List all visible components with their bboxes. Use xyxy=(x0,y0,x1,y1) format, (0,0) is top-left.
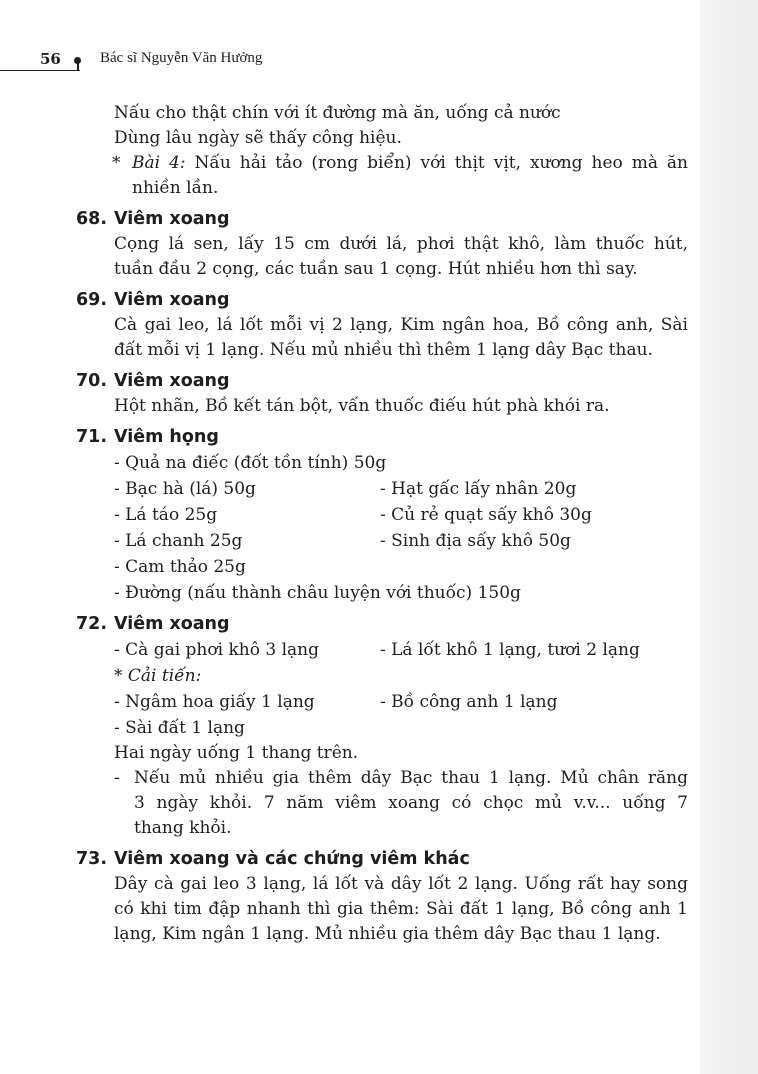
section-heading xyxy=(76,425,688,450)
section-body xyxy=(76,394,688,419)
section-title: Viêm xoang và các chứng viêm khác xyxy=(114,849,470,869)
section-title: Viêm xoang xyxy=(114,371,230,391)
tip-line: thang khỏi. xyxy=(134,818,232,838)
section-number: 71. xyxy=(76,427,108,447)
ingredient-list xyxy=(76,637,688,841)
ingredient-item: - Cà gai phơi khô 3 lạng xyxy=(114,640,319,660)
section-72 xyxy=(76,612,688,841)
section-69 xyxy=(76,288,688,363)
bai4-item xyxy=(76,151,688,201)
ingredient-item: - Hạt gấc lấy nhân 20g xyxy=(380,479,577,499)
section-73 xyxy=(76,847,688,947)
section-title: Viêm xoang xyxy=(114,209,230,229)
section-71 xyxy=(76,425,688,606)
star-bullet: * xyxy=(112,153,121,173)
page-number: 56 xyxy=(40,50,61,68)
section-number: 73. xyxy=(76,849,108,869)
header-rule xyxy=(0,70,80,71)
section-title: Viêm xoang xyxy=(114,614,230,634)
tip-line: 3 ngày khỏi. 7 năm viêm xoang có chọc mủ v.v... uống 7 xyxy=(134,793,688,813)
improvement-label: * Cải tiến: xyxy=(114,666,202,686)
section-heading xyxy=(76,207,688,232)
running-header-author: Bác sĩ Nguyễn Văn Hưởng xyxy=(100,50,263,66)
ingredient-item: - Cam thảo 25g xyxy=(114,557,246,577)
ingredient-item: - Sinh địa sấy khô 50g xyxy=(380,531,571,551)
ingredient-item: - Quả na điếc (đốt tồn tính) 50g xyxy=(114,453,387,473)
section-body xyxy=(76,232,688,282)
section-title: Viêm họng xyxy=(114,427,219,447)
ingredient-item: - Ngâm hoa giấy 1 lạng xyxy=(114,692,315,712)
bai4-text: Nấu hải tảo (rong biển) với thịt vịt, xương heo mà ăn xyxy=(194,153,689,173)
tip-line: Nếu mủ nhiều gia thêm dây Bạc thau 1 lạng. Mủ chân răng xyxy=(134,768,688,788)
ingredient-item: - Củ rẻ quạt sấy khô 30g xyxy=(380,505,592,525)
page-content xyxy=(76,101,688,947)
section-body xyxy=(76,313,688,363)
ingredient-item: - Bạc hà (lá) 50g xyxy=(114,479,256,499)
section-number: 70. xyxy=(76,371,108,391)
section-number: 69. xyxy=(76,290,108,310)
section-body xyxy=(76,872,688,947)
bai4-label: Bài 4: xyxy=(132,153,186,173)
body-line: Hột nhãn, Bồ kết tán bột, vấn thuốc điếu hút phà khói ra. xyxy=(114,396,610,416)
ingredient-item: - Lá lốt khô 1 lạng, tươi 2 lạng xyxy=(380,640,640,660)
header-bullet-stem xyxy=(77,62,79,71)
section-title: Viêm xoang xyxy=(114,290,230,310)
ingredient-item: - Bồ công anh 1 lạng xyxy=(380,692,558,712)
intro-line: Dùng lâu ngày sẽ thấy công hiệu. xyxy=(114,128,402,148)
intro-line: Nấu cho thật chín với ít đường mà ăn, uống cả nước xyxy=(114,103,561,123)
body-line: có khi tim đập nhanh thì gia thêm: Sài đất 1 lạng, Bồ công anh 1 xyxy=(114,899,688,919)
section-number: 72. xyxy=(76,614,108,634)
dosage-note: Hai ngày uống 1 thang trên. xyxy=(114,743,359,763)
body-line: Cà gai leo, lá lốt mỗi vị 2 lạng, Kim ngân hoa, Bồ công anh, Sài xyxy=(114,315,688,335)
body-line: tuần đầu 2 cọng, các tuần sau 1 cọng. Hút nhiều hơn thì say. xyxy=(114,259,638,279)
section-70 xyxy=(76,369,688,419)
ingredient-list xyxy=(76,450,688,606)
section-heading xyxy=(76,288,688,313)
intro-paragraph xyxy=(76,101,688,151)
dash-bullet: - xyxy=(114,768,120,788)
section-heading xyxy=(76,612,688,637)
section-68 xyxy=(76,207,688,282)
ingredient-item: - Sài đất 1 lạng xyxy=(114,718,245,738)
body-line: lạng, Kim ngân 1 lạng. Mủ nhiều gia thêm dây Bạc thau 1 lạng. xyxy=(114,924,661,944)
section-number: 68. xyxy=(76,209,108,229)
tip-item xyxy=(114,766,688,841)
bai4-text-cont: nhiền lần. xyxy=(132,178,219,198)
body-line: Dây cà gai leo 3 lạng, lá lốt và dây lốt 2 lạng. Uống rất hay song xyxy=(114,874,688,894)
body-line: Cọng lá sen, lấy 15 cm dưới lá, phơi thật khô, làm thuốc hút, xyxy=(114,234,688,254)
section-heading xyxy=(76,847,688,872)
ingredient-item: - Lá chanh 25g xyxy=(114,531,243,551)
body-line: đất mỗi vị 1 lạng. Nếu mủ nhiều thì thêm 1 lạng dây Bạc thau. xyxy=(114,340,653,360)
ingredient-item: - Đường (nấu thành châu luyện với thuốc) 150g xyxy=(114,583,521,603)
page-edge-shadow xyxy=(700,0,758,1074)
section-heading xyxy=(76,369,688,394)
ingredient-item: - Lá táo 25g xyxy=(114,505,218,525)
